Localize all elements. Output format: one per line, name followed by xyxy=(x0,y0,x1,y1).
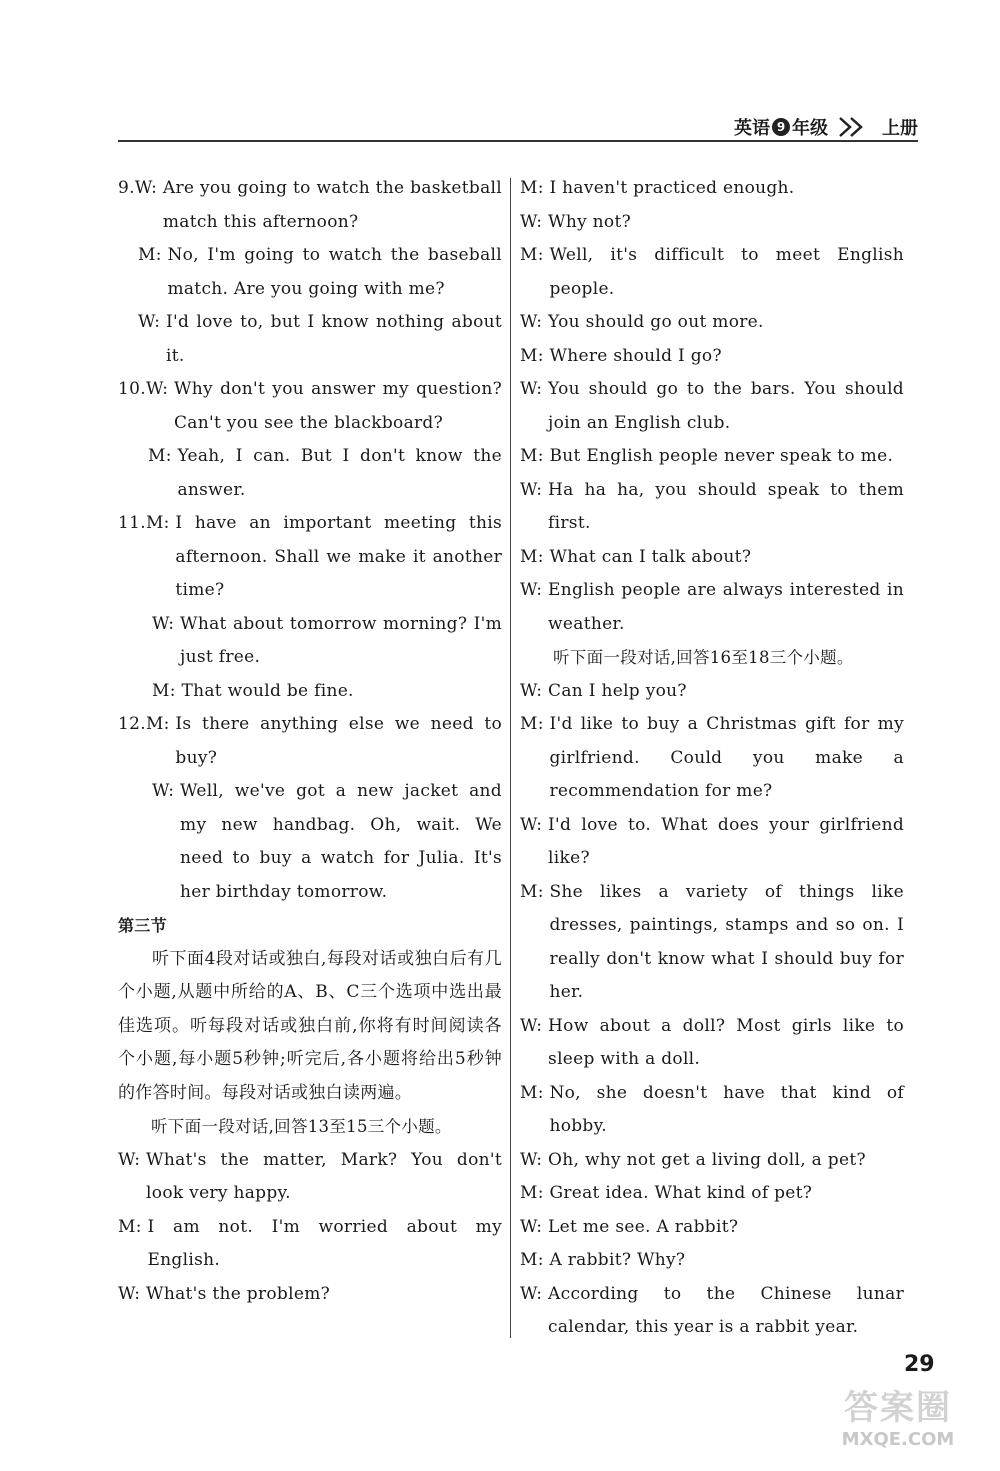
dialogue-turn: M: Yeah, I can. But I don't know the answer. xyxy=(148,446,502,500)
dialogue-turn: 9.W: Are you going to watch the basketball match this afternoon? xyxy=(118,178,502,232)
section-title: 第三节 xyxy=(118,916,167,935)
grade-badge: 9 xyxy=(772,118,790,136)
dialogue-turn: W: Let me see. A rabbit? xyxy=(520,1216,739,1237)
dialogue-turn: M: I am not. I'm worried about my English. xyxy=(118,1216,502,1270)
dialogue-turn: W: Can I help you? xyxy=(520,680,687,701)
dialogue-9 xyxy=(118,172,502,373)
book-label xyxy=(734,114,918,140)
dialogue-12 xyxy=(118,708,502,909)
dialogue-turn: W: Ha ha ha, you should speak to them first. xyxy=(520,479,904,533)
page-header xyxy=(118,110,918,142)
left-column xyxy=(118,172,502,1311)
watermark xyxy=(818,1380,978,1450)
dialogue-11 xyxy=(118,507,502,708)
dialogue-turn: W: You should go out more. xyxy=(520,312,764,332)
listening-instruction: 听下面一段对话,回答16至18三个小题。 xyxy=(553,648,854,667)
right-column xyxy=(520,172,904,1345)
dialogue-turn: M: No, I'm going to watch the baseball match. Are you going with me? xyxy=(138,245,502,299)
dialogue-turn: W: According to the Chinese lunar calendar, this year is a rabbit year. xyxy=(520,1283,904,1337)
dialogue-turn: M: Well, it's difficult to meet English people. xyxy=(520,245,904,299)
dialogue-turn: W: Oh, why not get a living doll, a pet? xyxy=(520,1149,866,1170)
header-rule xyxy=(118,140,918,142)
dialogue-turn: W: You should go to the bars. You should join an English club. xyxy=(520,379,904,433)
dialogue-turn: 10.W: Why don't you answer my question? Can't you see the blackboard? xyxy=(118,379,502,433)
dialogue-turn: W: What's the matter, Mark? You don't look very happy. xyxy=(118,1149,502,1203)
dialogue-turn: M: I'd like to buy a Christmas gift for my girlfriend. Could you make a recommendation for me? xyxy=(520,714,904,801)
page-number: 29 xyxy=(904,1352,935,1377)
grade-label: 年级 xyxy=(792,118,828,139)
dialogue-turn: W: I'd love to. What does your girlfriend like? xyxy=(520,814,904,868)
watermark-url: MXQE.COM xyxy=(841,1429,955,1450)
dialogue-turn: W: What's the problem? xyxy=(118,1283,331,1304)
dialogue-turn: W: Well, we've got a new jacket and my new handbag. Oh, wait. We need to buy a watch for Julia. It's her birthday tomorrow. xyxy=(152,781,502,902)
dialogue-turn: 12.M: Is there anything else we need to buy? xyxy=(118,714,502,768)
dialogue-turn: M: A rabbit? Why? xyxy=(520,1250,686,1270)
section-intro: 听下面4段对话或独白,每段对话或独白后有几个小题,从题中所给的A、B、C三个选项中选出最佳选项。听每段对话或独白前,你将有时间阅读各个小题,每小题5秒钟;听完后,各小题将给出5秒钟的作答时间。每段对话或独白读两遍。 xyxy=(118,948,502,1103)
volume-label: 上册 xyxy=(882,118,918,139)
dialogue-turn: M: What can I talk about? xyxy=(520,546,752,567)
dialogue-10 xyxy=(118,373,502,507)
dialogue-turn: 11.M: I have an important meeting this afternoon. Shall we make it another time? xyxy=(118,513,502,600)
watermark-logo: 答案圈 xyxy=(844,1388,952,1428)
dialogue-turn: W: English people are always interested in weather. xyxy=(520,580,904,634)
dialogue-turn: M: But English people never speak to me. xyxy=(520,446,894,466)
dialogue-turn: M: She likes a variety of things like dresses, paintings, stamps and so on. I really don't know what I should buy for her. xyxy=(520,881,904,1002)
dialogue-turn: M: Where should I go? xyxy=(520,345,722,366)
dialogue-turn: M: No, she doesn't have that kind of hobby. xyxy=(520,1082,904,1136)
dialogue-turn: W: Why not? xyxy=(520,211,632,232)
dialogue-turn: W: How about a doll? Most girls like to sleep with a doll. xyxy=(520,1015,904,1069)
dialogue-turn: M: That would be fine. xyxy=(152,680,354,701)
listening-instruction: 听下面一段对话,回答13至15三个小题。 xyxy=(151,1117,452,1136)
dialogue-turn: M: Great idea. What kind of pet? xyxy=(520,1183,813,1203)
double-chevron-icon xyxy=(838,116,868,138)
dialogue-turn: W: I'd love to, but I know nothing about it. xyxy=(138,312,502,366)
dialogue-turn: W: What about tomorrow morning? I'm just free. xyxy=(152,613,502,667)
dialogue-turn: M: I haven't practiced enough. xyxy=(520,178,795,198)
subject-label: 英语 xyxy=(734,118,770,139)
column-divider xyxy=(510,178,511,1338)
